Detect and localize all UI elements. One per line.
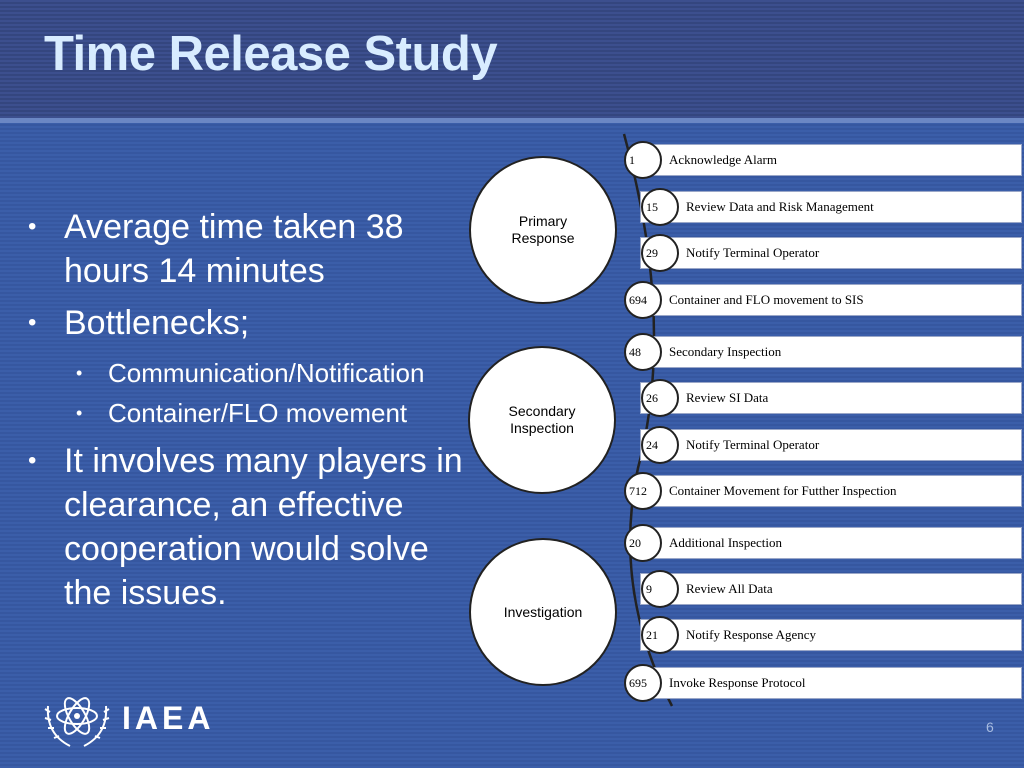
step-time-node: 9 xyxy=(641,570,679,608)
bullet-list xyxy=(24,205,464,623)
step-time-node: 694 xyxy=(624,281,662,319)
step-box xyxy=(640,336,1022,368)
bullet-dot-icon: • xyxy=(76,403,83,423)
step-label: Container and FLO movement to SIS xyxy=(669,292,864,307)
step-label: Review SI Data xyxy=(686,390,769,405)
bullet-dot-icon: • xyxy=(28,309,37,336)
slide-header xyxy=(0,0,1024,122)
step-time-node: 15 xyxy=(641,188,679,226)
page-number: 6 xyxy=(986,719,994,735)
slide-title: Time Release Study xyxy=(44,27,498,81)
sub-bullet-text: Communication/Notification xyxy=(108,358,425,388)
step-box xyxy=(640,527,1022,559)
phase-label-line: Secondary xyxy=(508,403,576,419)
step-label: Notify Response Agency xyxy=(686,627,816,642)
iaea-atom-olive-emblem-icon xyxy=(40,686,114,752)
bullet-dot-icon: • xyxy=(28,213,37,240)
iaea-logo xyxy=(40,686,240,752)
bullet-text: Bottlenecks; xyxy=(64,304,250,342)
step-time-node: 695 xyxy=(624,664,662,702)
step-box xyxy=(640,144,1022,176)
phase-label-line: Inspection xyxy=(510,420,574,436)
step-box xyxy=(640,237,1022,269)
step-time-node: 29 xyxy=(641,234,679,272)
step-box xyxy=(640,284,1022,316)
phase-label xyxy=(511,213,574,247)
bullet-text: It involves many players in clearance, an effective cooperation would solve the issues. xyxy=(64,442,463,612)
step-label: Review Data and Risk Management xyxy=(686,199,874,214)
bullet-dot-icon: • xyxy=(76,363,83,383)
phase-label-line: Response xyxy=(511,230,575,246)
sub-bullet-container xyxy=(24,393,464,433)
step-time-node: 712 xyxy=(624,472,662,510)
step-box xyxy=(640,191,1022,223)
step-label: Additional Inspection xyxy=(669,535,783,550)
bullet-bottlenecks xyxy=(24,301,464,345)
bullet-players xyxy=(24,439,464,615)
phase-label-line: Primary xyxy=(518,213,568,229)
bullet-dot-icon: • xyxy=(28,447,37,474)
phase-label xyxy=(504,604,583,621)
step-label: Notify Terminal Operator xyxy=(686,245,820,260)
step-box xyxy=(640,429,1022,461)
phase-label-line: Investigation xyxy=(503,603,583,620)
step-box xyxy=(640,667,1022,699)
step-label: Secondary Inspection xyxy=(669,344,782,359)
phase-circle-primary-response xyxy=(469,156,617,304)
step-label: Container Movement for Futther Inspection xyxy=(669,483,897,498)
step-time-node: 24 xyxy=(641,426,679,464)
step-time-node: 20 xyxy=(624,524,662,562)
step-time-node: 1 xyxy=(624,141,662,179)
phase-circle-secondary-inspection xyxy=(468,346,616,494)
step-box xyxy=(640,619,1022,651)
bullet-average-time xyxy=(24,205,464,293)
step-time-node: 26 xyxy=(641,379,679,417)
step-label: Invoke Response Protocol xyxy=(669,675,806,690)
bullet-text: Average time taken 38 hours 14 minutes xyxy=(64,208,404,290)
step-box xyxy=(640,573,1022,605)
sub-bullet-communication xyxy=(24,353,464,393)
sub-bullet-text: Container/FLO movement xyxy=(108,398,408,428)
step-time-node: 48 xyxy=(624,333,662,371)
phase-label xyxy=(509,403,576,437)
step-label: Notify Terminal Operator xyxy=(686,437,820,452)
step-time-node: 21 xyxy=(641,616,679,654)
step-label: Review All Data xyxy=(686,581,773,596)
logo-text: IAEA xyxy=(122,700,215,736)
step-label: Acknowledge Alarm xyxy=(669,152,777,167)
phase-circle-investigation xyxy=(469,538,617,686)
step-box xyxy=(640,475,1022,507)
step-box xyxy=(640,382,1022,414)
